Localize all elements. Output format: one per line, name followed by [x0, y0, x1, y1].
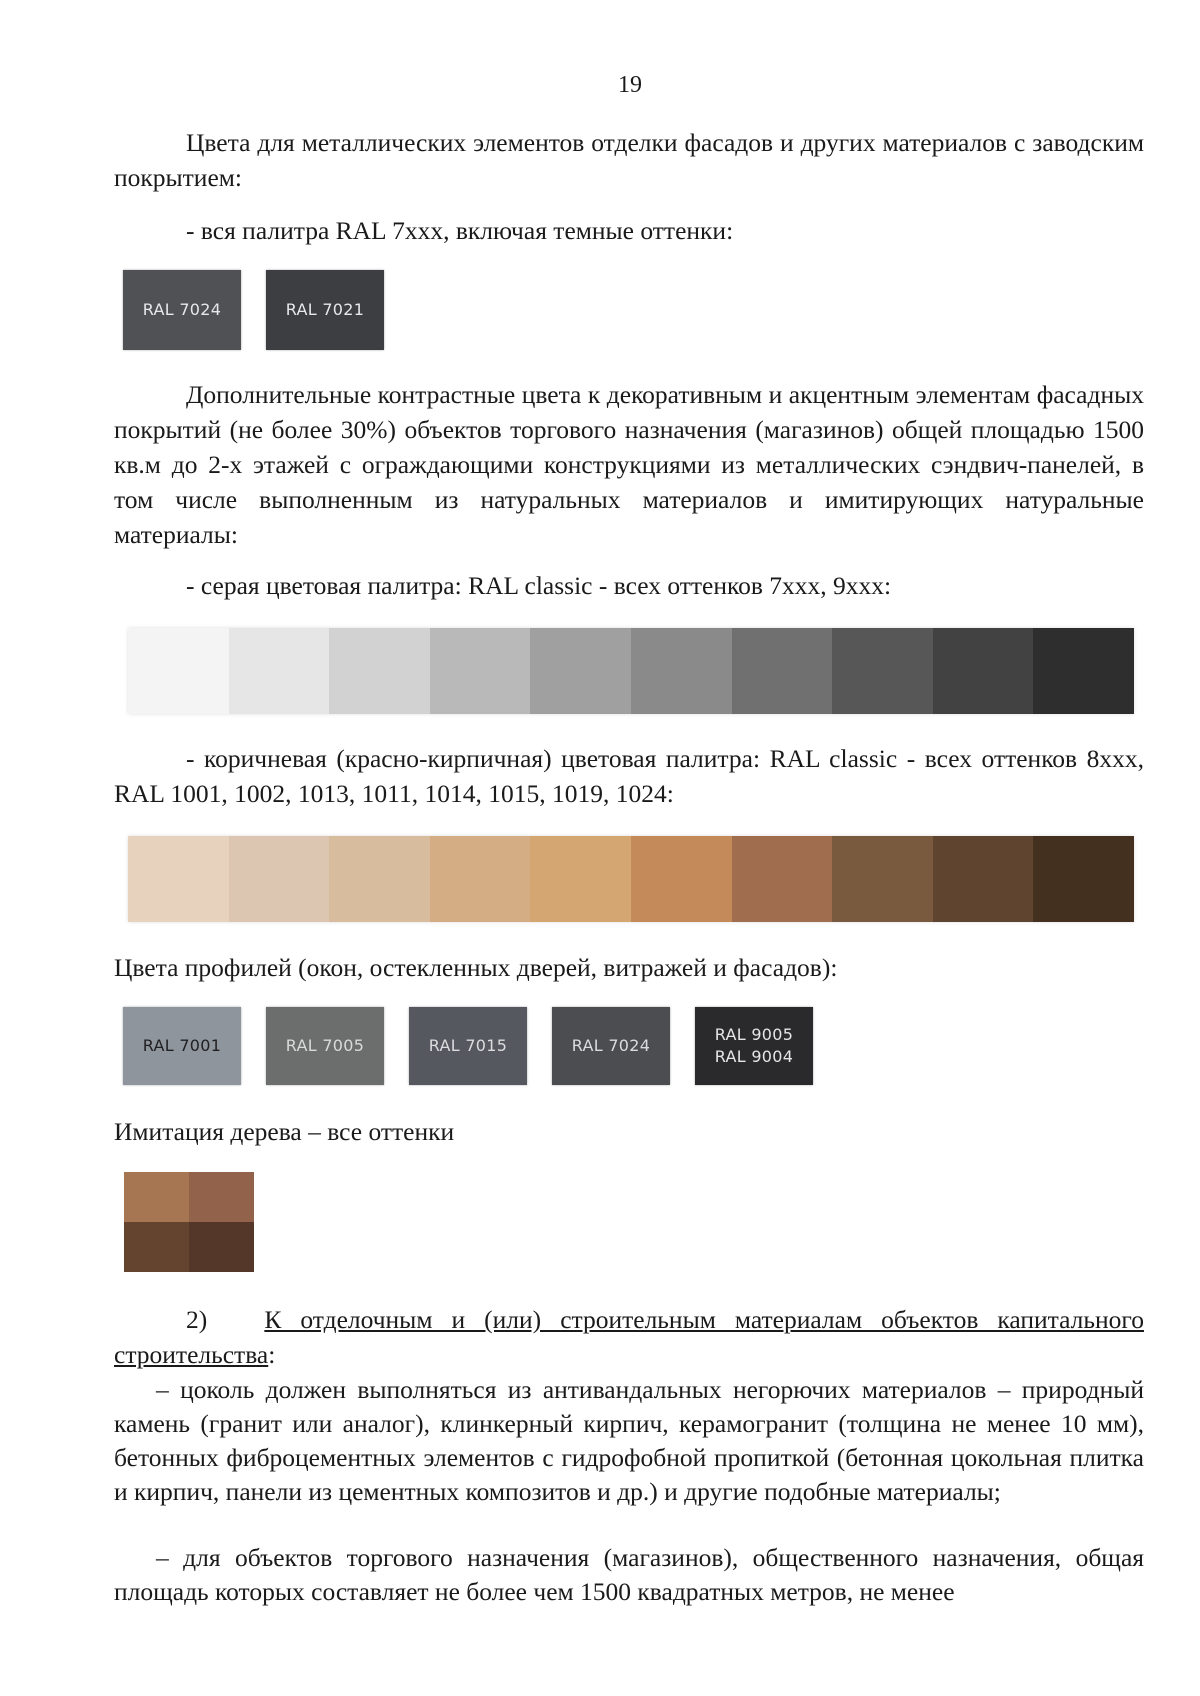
- paragraph-wood-imitation: Имитация дерева – все оттенки: [114, 1117, 455, 1146]
- bullet-ral-7xxx: - вся палитра RAL 7xxx, включая темные оттенки:: [186, 216, 734, 245]
- grey-palette-cell: [631, 628, 732, 714]
- brown-palette-cell: [732, 836, 833, 922]
- brown-palette-cell: [933, 836, 1034, 922]
- grey-palette-cell: [832, 628, 933, 714]
- dark-swatch-row: [123, 270, 384, 350]
- ral-swatch-label: RAL 7024: [142, 300, 222, 319]
- profile-ral-swatch-label: RAL 7005: [285, 1036, 365, 1055]
- grey-palette-cell: [530, 628, 631, 714]
- grey-palette-cell: [732, 628, 833, 714]
- paragraph-profiles: Цвета профилей (окон, остекленных дверей, витражей и фасадов):: [114, 953, 838, 982]
- paragraph-metal-intro: Цвета для металлических элементов отделки фасадов и других материалов с заводским покрытием:: [114, 128, 1144, 192]
- ral-swatch: [123, 270, 241, 350]
- wood-swatch-cell: [189, 1222, 254, 1272]
- profile-ral-swatch: [409, 1007, 527, 1085]
- grey-palette-cell: [329, 628, 430, 714]
- grey-palette-cell: [1033, 628, 1134, 714]
- brown-palette-cell: [1033, 836, 1134, 922]
- grey-palette-cell: [229, 628, 330, 714]
- profile-ral-swatch: [123, 1007, 241, 1085]
- profile-ral-swatch: [552, 1007, 670, 1085]
- profile-ral-swatch: [695, 1007, 813, 1085]
- brown-palette-cell: [530, 836, 631, 922]
- bullet-plinth: – цоколь должен выполняться из антивандальных негорючих материалов – природный камень (гранит или аналог), клинкерный кирпич, керамогранит (толщина не менее 10 мм), бетонных фиброцементных элементов с гидрофобной пропиткой (бетонная цокольная плитка и кирпич, панели из цементных композитов и др.) и другие подобные материалы;: [114, 1375, 1144, 1506]
- brown-palette-cell: [832, 836, 933, 922]
- brown-palette-cell: [229, 836, 330, 922]
- grey-palette-cell: [128, 628, 229, 714]
- brown-palette-cell: [430, 836, 531, 922]
- ral-swatch-label: RAL 7021: [285, 300, 365, 319]
- wood-swatch-cell: [124, 1172, 189, 1222]
- brown-palette-cell: [128, 836, 229, 922]
- brown-palette-cell: [631, 836, 732, 922]
- paragraph-contrast-colors: Дополнительные контрастные цвета к декоративным и акцентным элементам фасадных покрытий (не более 30%) объектов торгового назначения (магазинов) общей площадью 1500 кв.м до 2-х этажей с ограждающими конструкциями из металлических сэндвич-панелей, в том числе выполненным из натуральных материалов и имитирующих натуральные материалы:: [114, 380, 1144, 549]
- section-2-number: 2): [186, 1305, 208, 1334]
- profile-ral-swatch-label: RAL 7001: [142, 1036, 222, 1055]
- grey-palette-strip: [128, 628, 1134, 714]
- grey-palette-cell: [933, 628, 1034, 714]
- bullet-trade-objects: – для объектов торгового назначения (магазинов), общественного назначения, общая площадь которых составляет не более чем 1500 квадратных метров, не менее: [114, 1543, 1144, 1606]
- profile-ral-swatch-label: RAL 7015: [428, 1036, 508, 1055]
- profile-swatch-row: [123, 1007, 813, 1085]
- brown-palette-cell: [329, 836, 430, 922]
- brown-palette-strip: [128, 836, 1134, 922]
- profile-ral-swatch-label: RAL 7024: [571, 1036, 651, 1055]
- ral-swatch: [266, 270, 384, 350]
- bullet-brown-palette: - коричневая (красно-кирпичная) цветовая палитра: RAL classic - всех оттенков 8xxx, RAL 1001, 1002, 1013, 1011, 1014, 1015, 1019, 1024:: [114, 744, 1144, 808]
- wood-swatch-cell: [124, 1222, 189, 1272]
- profile-ral-swatch-label: RAL 9005: [714, 1025, 794, 1044]
- wood-swatch-grid: [124, 1172, 254, 1272]
- grey-palette-cell: [430, 628, 531, 714]
- bullet-grey-palette: - серая цветовая палитра: RAL classic - всех оттенков 7xxx, 9xxx:: [186, 571, 892, 600]
- section-2-title: К отделочным и (или) строительным материалам объектов капитального строительства: [114, 1305, 1144, 1369]
- profile-ral-swatch: [266, 1007, 384, 1085]
- section-2-colon: :: [268, 1340, 276, 1369]
- wood-swatch-cell: [189, 1172, 254, 1222]
- page-number: 19: [618, 72, 642, 98]
- profile-ral-swatch-label: RAL 9004: [714, 1047, 794, 1066]
- section-2-heading: [114, 1302, 1144, 1372]
